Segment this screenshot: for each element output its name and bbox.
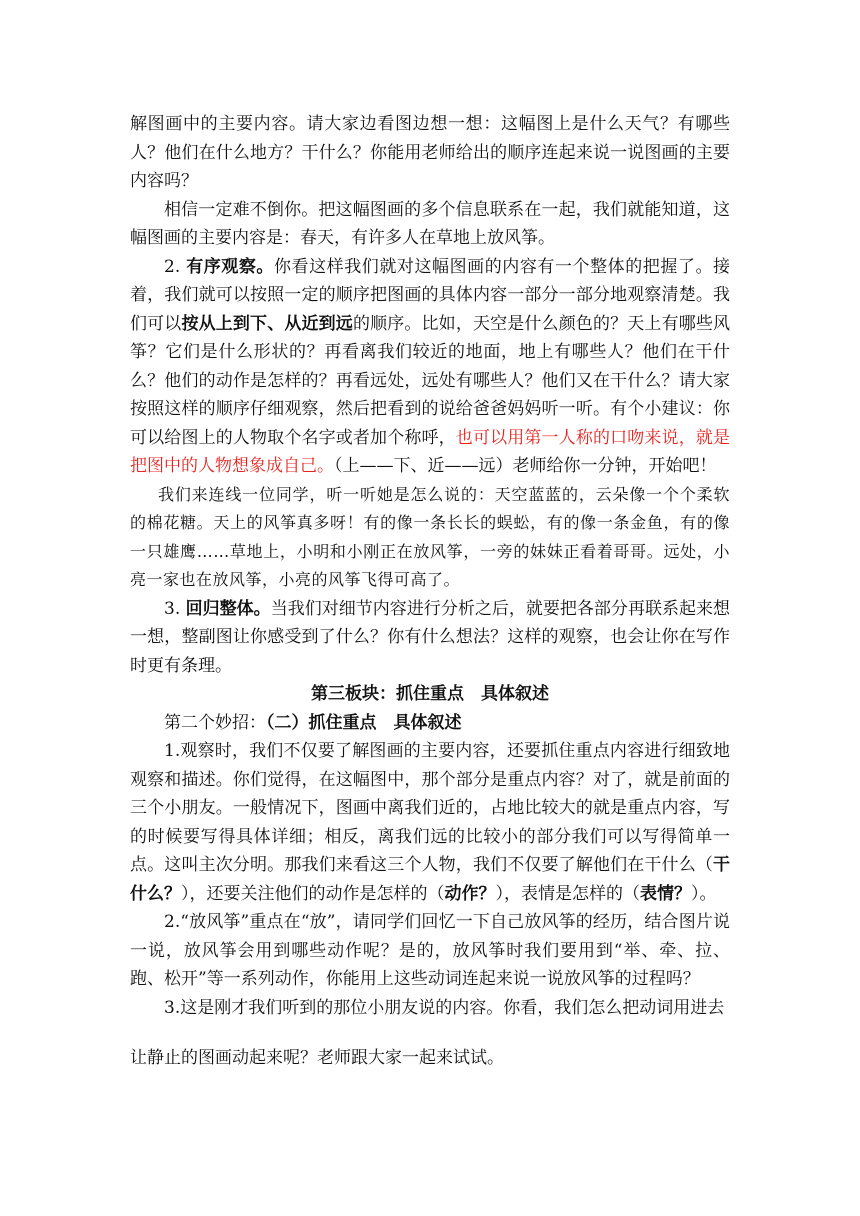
intro-paragraph: 解图画中的主要内容。请大家边看图边想一想：这幅图上是什么天气？有哪些人？他们在什么地方？干什么？你能用老师给出的顺序连起来说一说图画的主要内容吗？ bbox=[130, 114, 730, 191]
step2-title: 有序观察。 bbox=[186, 256, 274, 277]
trick2-line bbox=[130, 709, 730, 738]
step2-text-3: （上——下、近——远）老师给你一分钟，开始吧！ bbox=[334, 456, 717, 476]
point1-mid-2: ），表情是怎样的（ bbox=[495, 883, 640, 904]
point1-text: 1.观察时，我们不仅要了解图画的主要内容，还要抓住重点内容进行细致地观察和描述。你们觉得，在这幅图中，那个部分是重点内容？对了，就是前面的三个小朋友。一般情况下，图画中离我们近的，占地比较大的就是重点内容，写的时候要写得具体详细；相反，离我们远的比较小的部分我们可以写得简单一点。这叫主次分明。那我们来看这三个人物，我们不仅要了解他们在干什么（ bbox=[130, 741, 730, 875]
point1-mid-1: ），还要关注他们的动作是怎样的（ bbox=[181, 883, 445, 904]
section3-heading: 第三板块：抓住重点 具体叙述 bbox=[311, 684, 549, 704]
step3-paragraph bbox=[130, 595, 730, 681]
student-example-paragraph: 我们来连线一位同学，听一听她是怎么说的：天空蓝蓝的，云朵像一个个柔软的棉花糖。天上的风筝真多呀！有的像一条长长的蜈蚣，有的像一条金鱼，有的像一只雄鹰……草地上，小明和小刚正在放风筝，一旁的妹妹正看着哥哥。远处，小亮一家也在放风筝，小亮的风筝飞得可高了。 bbox=[130, 484, 730, 589]
point2-paragraph: 2.“放风筝”重点在“放”，请同学们回忆一下自己放风筝的经历，结合图片说一说，放风筝会用到哪些动作呢？是的，放风筝时我们要用到“举、牵、拉、跑、松开”等一系列动作，你能用上这些动词连起来说一说放风筝的过程吗？ bbox=[130, 912, 730, 989]
step2-number: 2. bbox=[164, 256, 187, 277]
step2-paragraph bbox=[130, 253, 730, 481]
trick2-title: （二）抓住重点 具体叙述 bbox=[266, 712, 462, 733]
step2-text-1: 你看这样我们就对这幅图画的内容有一个整体的把握了。接着，我们就可以按照一定的顺序把图画的具体内容一部分一部分地观察清楚。我们可以 bbox=[130, 256, 731, 334]
point1-bold-expression: 表情？ bbox=[640, 883, 691, 904]
document-body bbox=[130, 110, 730, 1073]
point1-bold-what: 干什么？ bbox=[130, 855, 730, 904]
confidence-paragraph: 相信一定难不倒你。把这幅图画的多个信息联系在一起，我们就能知道，这幅图画的主要内容是：春天，有许多人在草地上放风筝。 bbox=[130, 199, 730, 248]
step3-text: 当我们对细节内容进行分析之后，就要把各部分再联系起来想一想，整副图让你感受到了什么？你有什么想法？这样的观察，也会让你在写作时更有条理。 bbox=[130, 598, 731, 676]
point3-paragraph: 3.这是刚才我们听到的那位小朋友说的内容。你看，我们怎么把动词用进去 bbox=[164, 997, 725, 1018]
trick2-prefix: 第二个妙招： bbox=[164, 712, 266, 733]
trailer-line: 让静止的图画动起来呢？老师跟大家一起来试试。 bbox=[130, 1048, 504, 1068]
point1-bold-action: 动作？ bbox=[444, 883, 496, 904]
point1-paragraph bbox=[130, 737, 730, 908]
step2-order-phrase: 按从上到下、从近到远 bbox=[181, 313, 353, 334]
step2-text-2: 的顺序。比如，天空是什么颜色的？天上有哪些风筝？它们是什么形状的？再看离我们较近的地面，地上有哪些人？他们在干什么？他们的动作是怎样的？再看远处，远处有哪些人？他们又在干什么？请大家按照这样的顺序仔细观察，然后把看到的说给爸爸妈妈听一听。有个小建议：你可以给图上的人物取个名字或者加个称呼， bbox=[130, 313, 731, 448]
point1-end: ）。 bbox=[691, 883, 717, 904]
step2-red-highlight: 也可以用第一人称的口吻来说，就是把图中的人物想象成自己。 bbox=[130, 427, 731, 476]
step3-number: 3. bbox=[164, 598, 186, 619]
step3-title: 回归整体。 bbox=[185, 598, 271, 619]
